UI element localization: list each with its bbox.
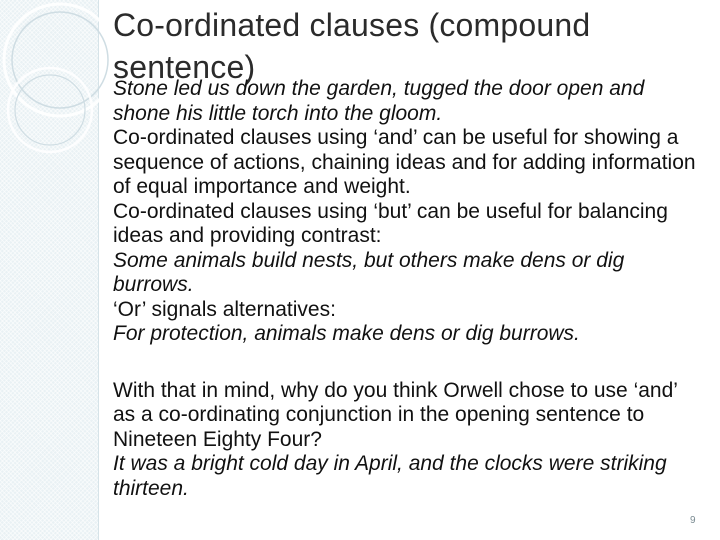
point-and-clauses: Co-ordinated clauses using ‘and’ can be useful for showing a sequence of actions, chaining ideas and for adding information of equal importance and weight. xyxy=(113,126,696,198)
slide-title: Co-ordinated clauses (compound sentence) xyxy=(113,7,591,85)
example-sentence-protection: For protection, animals make dens or dig burrows. xyxy=(113,322,580,345)
page-number: 9 xyxy=(690,515,696,526)
example-sentence-stone: Stone led us down the garden, tugged the door open and shone his little torch into the gloom. xyxy=(113,77,645,125)
point-but-clauses: Co-ordinated clauses using ‘but’ can be useful for balancing ideas and providing contrast: xyxy=(113,199,668,247)
paragraph-gap xyxy=(113,347,698,379)
question-orwell: With that in mind, why do you think Orwell chose to use ‘and’ as a co-ordinating conjunction in the opening sentence to Nineteen Eighty Four? xyxy=(113,378,678,451)
point-or-alternatives: ‘Or’ signals alternatives: xyxy=(113,297,336,321)
example-sentence-nests: Some animals build nests, but others make dens or dig burrows. xyxy=(113,248,625,296)
slide-body xyxy=(113,77,698,501)
example-sentence-orwell: It was a bright cold day in April, and the clocks were striking thirteen. xyxy=(113,452,667,500)
